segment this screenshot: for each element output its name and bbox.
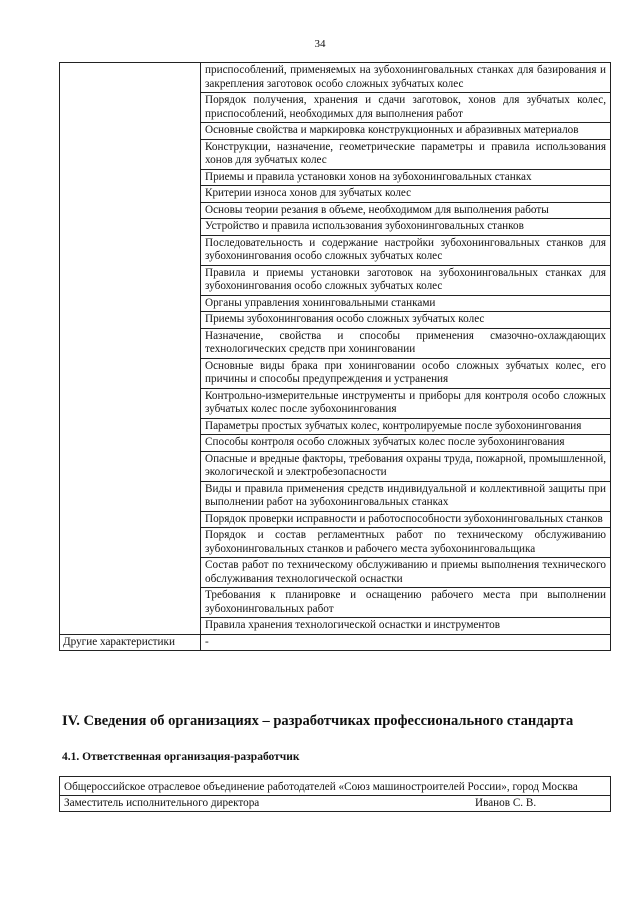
subsection-heading: 4.1. Ответственная организация-разработчик — [62, 751, 300, 763]
signatory-name: Иванов С. В. — [475, 796, 537, 809]
requirement-item: приспособлений, применяемых на зубохонинговальных станках для базирования и закрепления заготовок особо сложных зубчатых колес — [201, 63, 611, 93]
requirement-item: Порядок и состав регламентных работ по техническому обслуживанию зубохонинговальных станков и рабочего места зубохонинговальщика — [201, 528, 611, 558]
requirement-item: Основные свойства и маркировка конструкционных и абразивных материалов — [201, 123, 611, 140]
requirement-item: Приемы и правила установки хонов на зубохонинговальных станках — [201, 169, 611, 186]
table-row — [60, 63, 611, 93]
table-row — [60, 777, 611, 796]
requirement-item: Устройство и правила использования зубохонинговальных станков — [201, 219, 611, 236]
requirement-item: Параметры простых зубчатых колес, контролируемые после зубохонингования — [201, 418, 611, 435]
requirements-table — [59, 62, 611, 651]
empty-label-cell — [60, 63, 201, 635]
organization-name: Общероссийское отраслевое объединение работодателей «Союз машиностроителей России», город Москва — [60, 777, 611, 796]
requirement-item: Конструкции, назначение, геометрические параметры и правила использования хонов для зубчатых колес — [201, 139, 611, 169]
requirement-item: Последовательность и содержание настройки зубохонинговальных станков для зубохонингования особо сложных зубчатых колес — [201, 235, 611, 265]
other-characteristics-value: - — [201, 634, 611, 651]
section-heading: IV. Сведения об организациях – разработчиках профессионального стандарта — [62, 713, 574, 729]
requirement-item: Правила и приемы установки заготовок на зубохонинговальных станках для зубохонингования особо сложных зубчатых колес — [201, 265, 611, 295]
requirement-item: Порядок получения, хранения и сдачи заготовок, хонов для зубчатых колес, приспособлений, необходимых для выполнения работ — [201, 93, 611, 123]
requirement-item: Контрольно-измерительные инструменты и приборы для контроля особо сложных зубчатых колес после зубохонингования — [201, 388, 611, 418]
organization-signatory-cell — [60, 795, 611, 811]
requirement-item: Критерии износа хонов для зубчатых колес — [201, 186, 611, 203]
requirement-item: Назначение, свойства и способы применения смазочно-охлаждающих технологических средств при хонинговании — [201, 328, 611, 358]
table-row — [60, 795, 611, 811]
requirement-item: Основные виды брака при хонинговании особо сложных зубчатых колес, его причины и способы предупреждения и устранения — [201, 358, 611, 388]
requirement-item: Способы контроля особо сложных зубчатых колес после зубохонингования — [201, 435, 611, 452]
other-characteristics-label: Другие характеристики — [60, 634, 201, 651]
table-row — [60, 634, 611, 651]
requirement-item: Основы теории резания в объеме, необходимом для выполнения работы — [201, 202, 611, 219]
signatory-position: Заместитель исполнительного директора — [64, 796, 260, 809]
requirement-item: Органы управления хонинговальными станками — [201, 295, 611, 312]
requirement-item: Состав работ по техническому обслуживанию и приемы выполнения технического обслуживания технологической оснастки — [201, 558, 611, 588]
requirement-item: Требования к планировке и оснащению рабочего места при выполнении зубохонинговальных работ — [201, 588, 611, 618]
requirement-item: Приемы зубохонингования особо сложных зубчатых колес — [201, 312, 611, 329]
requirement-item: Виды и правила применения средств индивидуальной и коллективной защиты при выполнении работ на зубохонинговальных станках — [201, 481, 611, 511]
requirements-table-body — [60, 63, 611, 651]
organization-table — [59, 776, 611, 812]
requirement-item: Порядок проверки исправности и работоспособности зубохонинговальных станков — [201, 511, 611, 528]
requirement-item: Правила хранения технологической оснастки и инструментов — [201, 618, 611, 635]
requirement-item: Опасные и вредные факторы, требования охраны труда, пожарной, промышленной, экологической и электробезопасности — [201, 451, 611, 481]
page-number: 34 — [314, 38, 326, 50]
